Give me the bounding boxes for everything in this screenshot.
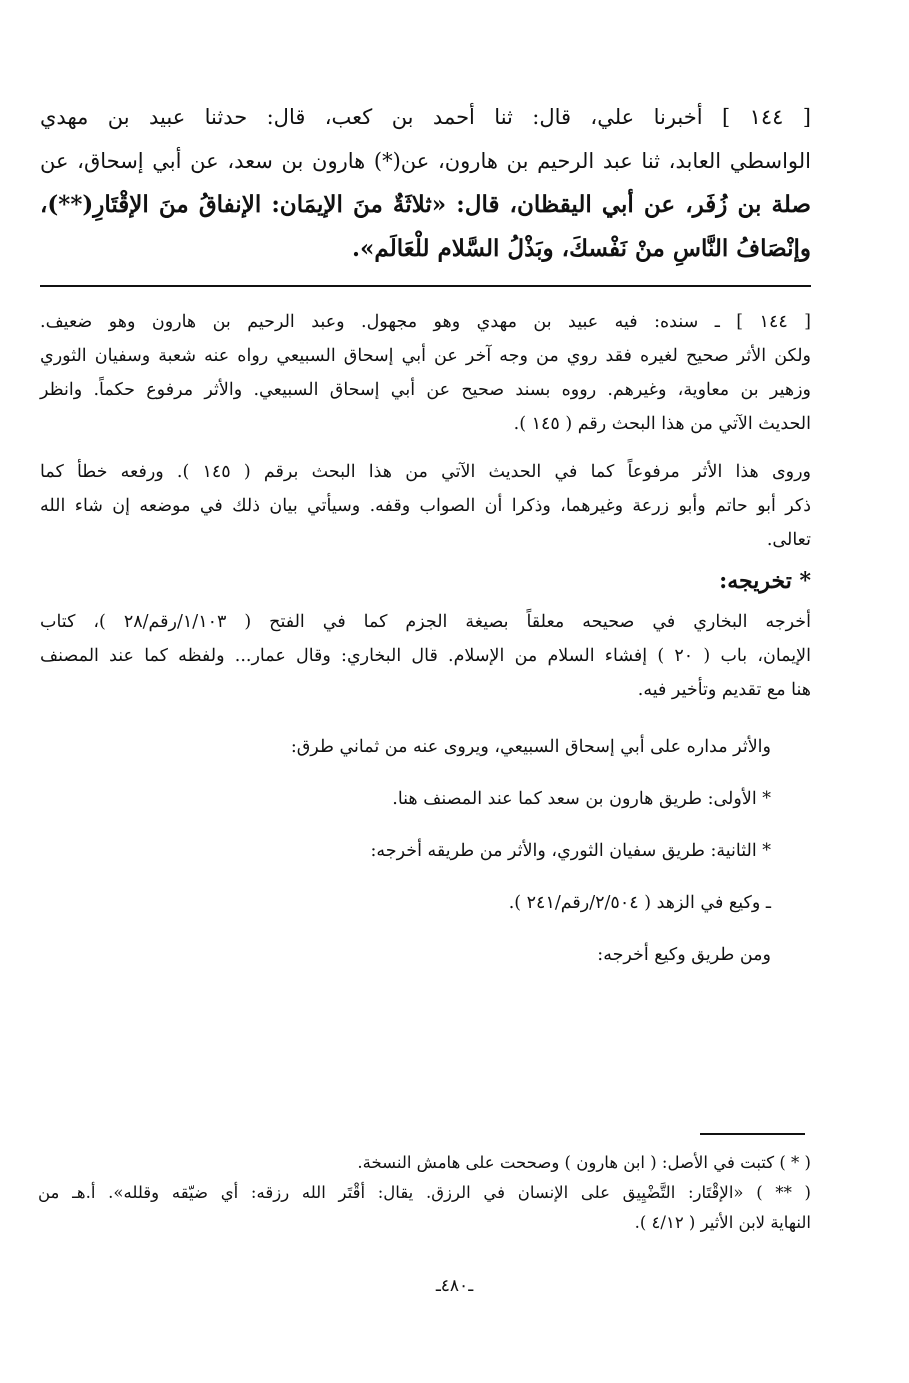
route-line: * الثانية: طريق سفيان الثوري، والأثر من طريقه أخرجه:	[370, 841, 771, 861]
page-number: ـ٤٨٠ـ	[435, 1276, 474, 1296]
page-body	[40, 95, 811, 981]
commentary-paragraph	[40, 455, 811, 557]
commentary-paragraph	[40, 305, 811, 441]
commentary-line: [ ١٤٤ ] ـ سنده: فيه عبيد بن مهدي وهو مجهول. وعبد الرحيم بن هارون وهو ضعيف.	[40, 312, 812, 332]
hadith-line: الواسطي العابد، ثنا عبد الرحيم بن هارون، عن(*) هارون بن سعد، عن أبي إسحاق، عن	[40, 149, 811, 173]
hadith-line: وإنْصَافُ النَّاسِ منْ نَفْسكَ، وبَذْلُ السَّلام للْعَالَم».	[352, 235, 811, 262]
commentary-line: ذكر أبو حاتم وأبو زرعة وغيرهما، وذكرا أن الصواب وقفه. وسيأتي بيان ذلك في موضعه إن شاء الله	[40, 496, 811, 516]
commentary-line: ولكن الأثر صحيح لغيره فقد روي من وجه آخر عن أبي إسحاق السبيعي رواه عنه شعبة وسفيان الثوري	[40, 346, 811, 366]
footnote-rule	[700, 1133, 805, 1135]
section-heading: * تخريجه:	[719, 568, 811, 594]
footnote-line: ( * ) كتبت في الأصل: ( ابن هارون ) وصححت على هامش النسخة.	[357, 1153, 811, 1172]
footnotes	[38, 1148, 811, 1238]
route-line: * الأولى: طريق هارون بن سعد كما عند المصنف هنا.	[392, 789, 771, 809]
route-line: ـ وكيع في الزهد ( ٢/٥٠٤/رقم/٢٤١ ).	[508, 893, 771, 913]
route-line: ومن طريق وكيع أخرجه:	[597, 945, 771, 965]
footnote-line: ( ** ) «الإقْتَار: التَّضْيِيق على الإنسان في الرزق. يقال: أقْتَر الله رزقه: أي ضيّقه وقلله». أ.هـ من	[38, 1183, 811, 1202]
commentary-line: تعالى.	[766, 530, 811, 550]
commentary-paragraph	[40, 605, 811, 707]
section-divider	[40, 285, 811, 287]
commentary-line: أخرجه البخاري في صحيحه معلقاً بصيغة الجزم كما في الفتح ( ١/١٠٣/رقم/٢٨ )، كتاب	[40, 612, 811, 632]
commentary-line: هنا مع تقديم وتأخير فيه.	[637, 680, 811, 700]
hadith-line: [ ١٤٤ ] أخبرنا علي، قال: ثنا أحمد بن كعب، قال: حدثنا عبيد بن مهدي	[40, 105, 811, 129]
commentary-line: الإيمان، باب ( ٢٠ ) إفشاء السلام من الإسلام. قال البخاري: وقال عمار... ولفظه كما عند المصنف	[40, 646, 811, 666]
commentary-line: الحديث الآتي من هذا البحث رقم ( ١٤٥ ).	[513, 414, 811, 434]
route-line: والأثر مداره على أبي إسحاق السبيعي، ويروى عنه من ثماني طرق:	[290, 737, 771, 757]
commentary-line: وزهير بن معاوية، وغيرهم. رووه بسند صحيح عن أبي إسحاق السبيعي. والأثر مرفوع حكماً. وانظر	[40, 380, 811, 400]
routes-list	[40, 721, 811, 981]
hadith-line: صلة بن زُفَر، عن أبي اليقظان، قال: «ثلاثَةٌ منَ الإيمَان: الإنفاقُ منَ الإقْتَارِ(**)،	[40, 191, 811, 218]
hadith-text	[40, 95, 811, 271]
commentary	[40, 305, 811, 981]
commentary-line: وروى هذا الأثر مرفوعاً كما في الحديث الآتي من هذا البحث برقم ( ١٤٥ ). ورفعه خطأ كما	[40, 462, 811, 482]
footnote-line: النهاية لابن الأثير ( ٤/١٢ ).	[634, 1213, 811, 1232]
